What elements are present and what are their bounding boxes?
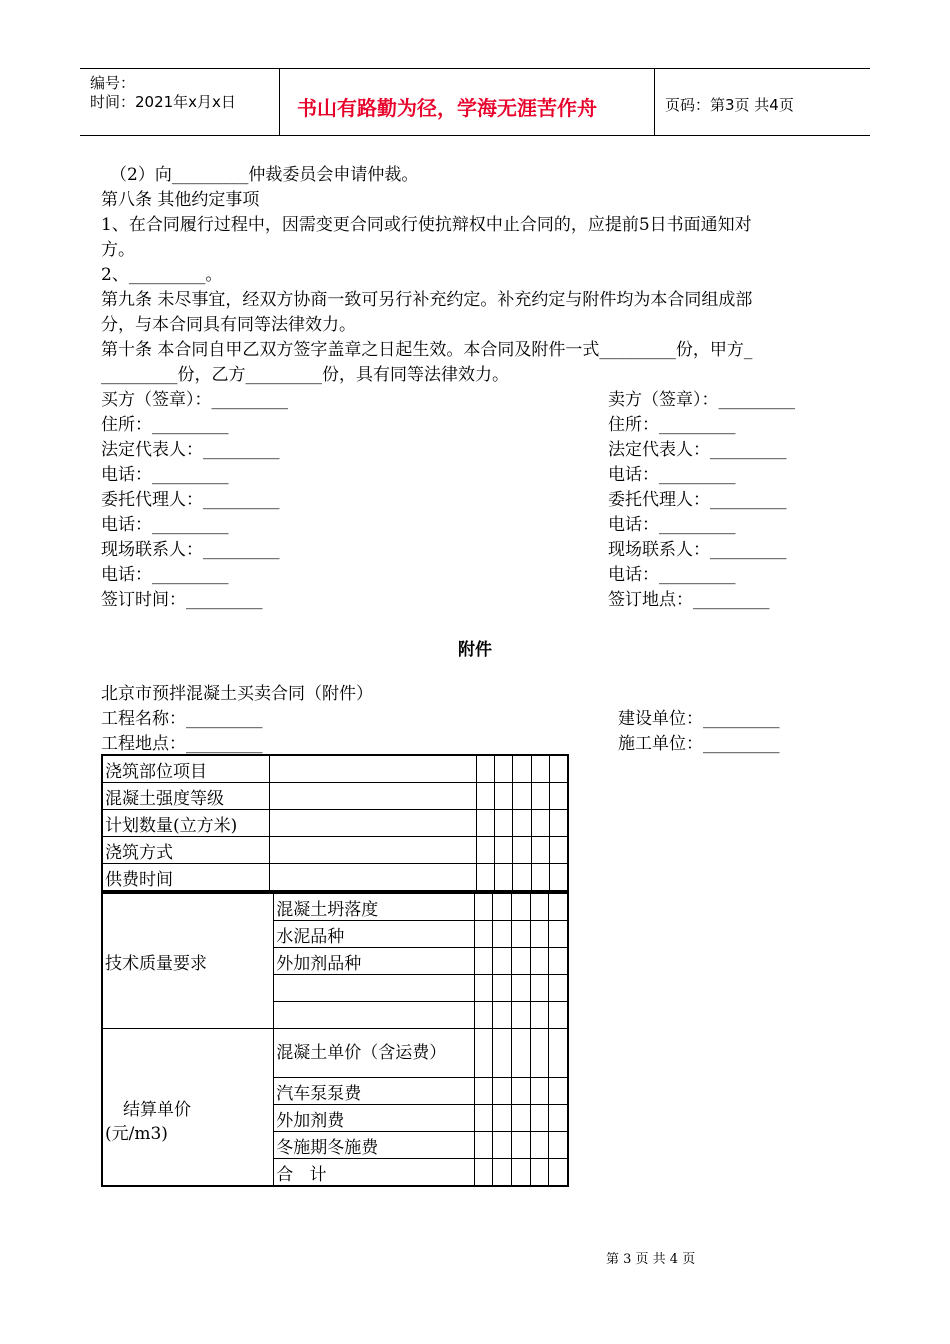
table-cell xyxy=(549,1105,568,1132)
construct-unit: 施工单位：_________ xyxy=(618,734,780,754)
row-label: 外加剂费 xyxy=(274,1105,474,1132)
appendix-title: 附件 xyxy=(458,640,492,660)
table-cell xyxy=(474,893,493,921)
table-cell xyxy=(511,1029,530,1078)
table-cell xyxy=(493,1159,512,1187)
page-footer: 第 3 页 共 4 页 xyxy=(606,1252,696,1267)
table-row xyxy=(102,864,568,892)
table-cell xyxy=(474,1078,493,1105)
table-cell xyxy=(269,837,476,864)
table-cell xyxy=(474,921,493,948)
table-cell xyxy=(495,783,513,810)
table-cell xyxy=(511,1002,530,1029)
table-cell xyxy=(474,1105,493,1132)
table-cell xyxy=(549,1078,568,1105)
table-cell xyxy=(269,783,476,810)
table-row xyxy=(102,755,568,783)
sign-date: 签订时间：_________ xyxy=(101,590,263,610)
table-cell xyxy=(549,975,568,1002)
table-cell xyxy=(530,893,549,921)
table-cell xyxy=(495,755,513,783)
table-cell xyxy=(511,1159,530,1187)
seller-legal-rep: 法定代表人：_________ xyxy=(608,440,787,460)
group-label-price xyxy=(102,1029,274,1187)
project-name: 工程名称：_________ xyxy=(101,709,263,729)
table-cell xyxy=(511,1105,530,1132)
clause-line: 第九条 未尽事宜，经双方协商一致可另行补充约定。补充约定与附件均为本合同组成部 xyxy=(101,290,753,310)
row-label: 汽车泵泵费 xyxy=(274,1078,474,1105)
table-cell xyxy=(493,921,512,948)
table-cell xyxy=(549,1159,568,1187)
row-label: 混凝土单价（含运费） xyxy=(274,1029,474,1078)
row-label: 浇筑方式 xyxy=(102,837,269,864)
appendix-table-quality-price xyxy=(101,892,569,1187)
table-cell xyxy=(549,1002,568,1029)
seller-site-contact: 现场联系人：_________ xyxy=(608,540,787,560)
row-label: 外加剂品种 xyxy=(274,948,474,975)
header-bottom-rule xyxy=(80,135,870,136)
table-cell xyxy=(477,755,495,783)
header-motto: 书山有路勤为径，学海无涯苦作舟 xyxy=(297,96,597,120)
table-row xyxy=(102,1029,568,1078)
table-cell xyxy=(549,864,568,892)
appendix-subtitle: 北京市预拌混凝土买卖合同（附件） xyxy=(101,684,373,704)
table-cell xyxy=(493,1132,512,1159)
project-site: 工程地点：_________ xyxy=(101,734,263,754)
table-cell xyxy=(269,864,476,892)
table-cell xyxy=(531,837,549,864)
table-cell xyxy=(531,755,549,783)
price-label: 结算单价 xyxy=(123,1100,191,1120)
table-cell xyxy=(530,1105,549,1132)
table-cell xyxy=(511,948,530,975)
table-cell xyxy=(549,921,568,948)
table-cell xyxy=(549,893,568,921)
table-cell xyxy=(493,1029,512,1078)
row-label: 合 计 xyxy=(274,1159,474,1187)
seller-phone: 电话：_________ xyxy=(608,465,736,485)
header-divider xyxy=(279,68,280,136)
table-cell xyxy=(530,1159,549,1187)
seller-seal: 卖方（签章）：_________ xyxy=(608,390,795,410)
clause-line: （2）向_________仲裁委员会申请仲裁。 xyxy=(110,165,419,185)
table-cell xyxy=(511,1078,530,1105)
seller-address: 住所：_________ xyxy=(608,415,736,435)
table-cell xyxy=(513,755,531,783)
table-cell xyxy=(531,810,549,837)
table-cell xyxy=(511,893,530,921)
row-label xyxy=(274,1002,474,1029)
clause-line: 1、在合同履行过程中，因需变更合同或行使抗辩权中止合同的，应提前5日书面通知对 xyxy=(101,215,752,235)
table-cell xyxy=(493,1078,512,1105)
table-cell xyxy=(269,755,476,783)
buyer-seal: 买方（签章）：_________ xyxy=(101,390,288,410)
group-label-tech: 技术质量要求 xyxy=(102,893,274,1029)
table-cell xyxy=(513,783,531,810)
table-row xyxy=(102,893,568,921)
build-unit: 建设单位：_________ xyxy=(618,709,780,729)
table-cell xyxy=(493,893,512,921)
price-unit: (元/m3) xyxy=(105,1124,168,1144)
table-cell xyxy=(477,837,495,864)
row-label: 混凝土强度等级 xyxy=(102,783,269,810)
table-cell xyxy=(549,755,568,783)
table-cell xyxy=(530,1132,549,1159)
table-cell xyxy=(549,810,568,837)
table-cell xyxy=(493,975,512,1002)
clause-line: 2、_________。 xyxy=(101,265,223,285)
table-cell xyxy=(549,948,568,975)
table-cell xyxy=(269,810,476,837)
clause-heading: 第八条 其他约定事项 xyxy=(101,190,260,210)
seller-agent: 委托代理人：_________ xyxy=(608,490,787,510)
table-cell xyxy=(549,1132,568,1159)
sign-place: 签订地点：_________ xyxy=(608,590,770,610)
buyer-address: 住所：_________ xyxy=(101,415,229,435)
table-cell xyxy=(493,1002,512,1029)
row-label: 供费时间 xyxy=(102,864,269,892)
row-label xyxy=(274,975,474,1002)
clause-line: 第十条 本合同自甲乙双方签字盖章之日起生效。本合同及附件一式_________份，甲方_ xyxy=(101,340,753,360)
table-cell xyxy=(493,1105,512,1132)
header-divider xyxy=(654,68,655,136)
table-cell xyxy=(530,1029,549,1078)
table-cell xyxy=(513,864,531,892)
table-cell xyxy=(474,1132,493,1159)
table-cell xyxy=(493,948,512,975)
buyer-legal-rep: 法定代表人：_________ xyxy=(101,440,280,460)
header-top-rule xyxy=(80,68,870,69)
appendix-table-basic xyxy=(101,754,569,892)
table-cell xyxy=(530,975,549,1002)
table-cell xyxy=(495,864,513,892)
document-date-label: 时间：2021年x月x日 xyxy=(90,93,236,111)
table-cell xyxy=(530,1002,549,1029)
table-cell xyxy=(474,948,493,975)
buyer-phone: 电话：_________ xyxy=(101,515,229,535)
table-cell xyxy=(474,1002,493,1029)
buyer-phone: 电话：_________ xyxy=(101,565,229,585)
buyer-site-contact: 现场联系人：_________ xyxy=(101,540,280,560)
row-label: 水泥品种 xyxy=(274,921,474,948)
table-cell xyxy=(549,1029,568,1078)
table-cell xyxy=(531,783,549,810)
row-label: 冬施期冬施费 xyxy=(274,1132,474,1159)
table-cell xyxy=(549,783,568,810)
table-row xyxy=(102,810,568,837)
table-cell xyxy=(474,1159,493,1187)
table-cell xyxy=(530,1078,549,1105)
table-row xyxy=(102,837,568,864)
buyer-phone: 电话：_________ xyxy=(101,465,229,485)
table-cell xyxy=(511,975,530,1002)
table-cell xyxy=(495,837,513,864)
table-cell xyxy=(495,810,513,837)
clause-line: 分，与本合同具有同等法律效力。 xyxy=(101,315,356,335)
row-label: 混凝土坍落度 xyxy=(274,893,474,921)
seller-phone: 电话：_________ xyxy=(608,565,736,585)
table-cell xyxy=(474,1029,493,1078)
table-cell xyxy=(511,921,530,948)
seller-phone: 电话：_________ xyxy=(608,515,736,535)
row-label: 计划数量(立方米) xyxy=(102,810,269,837)
table-cell xyxy=(549,837,568,864)
row-label: 浇筑部位项目 xyxy=(102,755,269,783)
header-page-label: 页码：第3页 共4页 xyxy=(665,96,794,114)
buyer-agent: 委托代理人：_________ xyxy=(101,490,280,510)
table-cell xyxy=(530,948,549,975)
table-cell xyxy=(513,810,531,837)
table-cell xyxy=(513,837,531,864)
table-cell xyxy=(477,783,495,810)
table-cell xyxy=(531,864,549,892)
table-row xyxy=(102,783,568,810)
clause-line: _________份，乙方_________份，具有同等法律效力。 xyxy=(101,365,509,385)
table-cell xyxy=(530,921,549,948)
table-cell xyxy=(511,1132,530,1159)
document-number-label: 编号： xyxy=(90,74,136,92)
table-cell xyxy=(477,810,495,837)
clause-line: 方。 xyxy=(101,240,135,260)
table-cell xyxy=(477,864,495,892)
table-cell xyxy=(474,975,493,1002)
